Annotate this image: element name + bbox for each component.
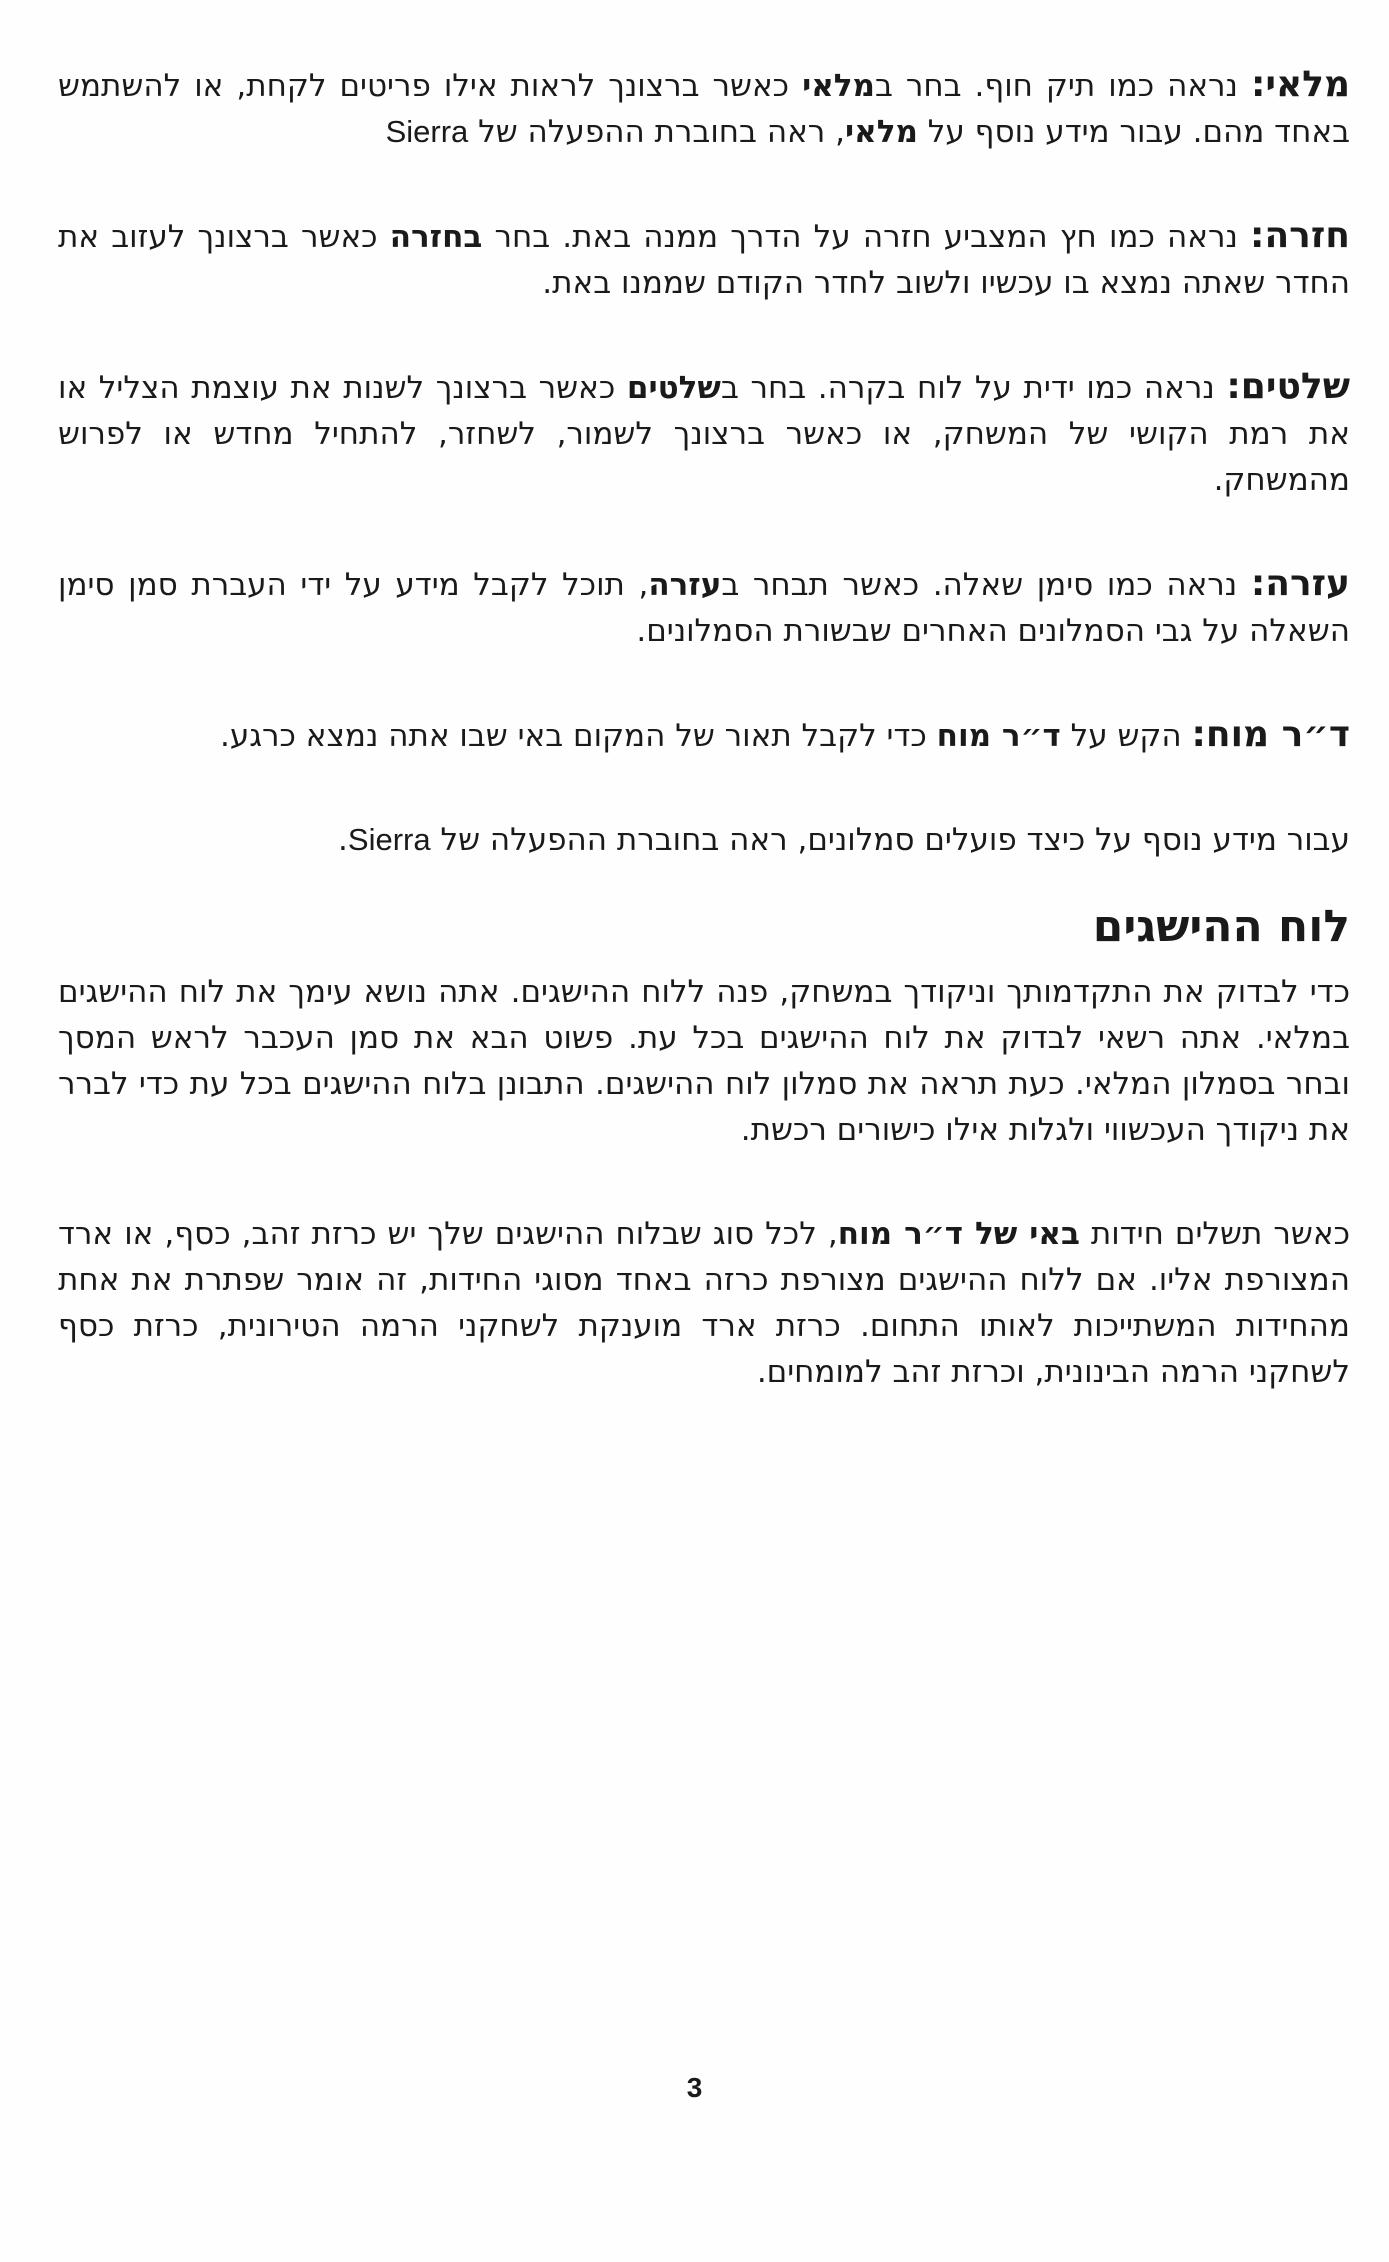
back-text-1: נראה כמו חץ המצביע חזרה על הדרך ממנה באת. בחר <box>482 219 1251 255</box>
controls-term: שלטים: <box>1226 366 1350 407</box>
achievements-paragraph-1: כדי לבדוק את התקדמותך וניקודך במשחק, פנה ללוח ההישגים. אתה נושא עימך את לוח ההישגים במלאי. אתה רשאי לבדוק את לוח ההישגים בכל עת. פשוט הבא את סמן העכבר לראש המסך ובחר בסמלון המלאי. כעת תראה את סמלון לוח ההישגים. התבונן בלוח ההישגים בכל עת כדי לברר את ניקודך העכשווי ולגלות אילו כישורים רכשת. <box>58 974 1350 1148</box>
help-entry <box>58 561 1350 654</box>
inventory-bold-2: מלאי <box>845 114 918 150</box>
controls-text-1: נראה כמו ידית על לוח בקרה. בחר ב <box>720 370 1227 406</box>
controls-bold-1: שלטים <box>626 370 721 406</box>
page-number: 3 <box>686 2072 703 2103</box>
back-term: חזרה: <box>1250 215 1350 256</box>
inventory-text-2: כאשר ברצונך לראות אילו פריטים לקחת, או להשתמש באחד מהם. עבור מידע נוסף על <box>58 68 1350 150</box>
controls-text-2: כאשר ברצונך לשנות את עוצמת הצליל או את רמת הקושי של המשחק, או כאשר ברצונך לשמור, לשחזר, להתחיל מחדש או לפרוש מהמשחק. <box>58 370 1350 498</box>
achievements-paragraph-2 <box>58 1211 1350 1395</box>
dr-death-bold-1: ד״ר מוח <box>936 718 1061 754</box>
back-text-2: כאשר ברצונך לעזוב את החדר שאתה נמצא בו עכשיו ולשוב לחדר הקודם שממנו באת. <box>58 219 1350 301</box>
inventory-text-3: , ראה בחוברת ההפעלה של <box>468 114 846 150</box>
dr-death-text-2: כדי לקבל תאור של המקום באי שבו אתה נמצא כרגע. <box>220 718 937 754</box>
achievements-p2-bold: באי של ד״ר מוח <box>837 1216 1080 1252</box>
help-text-1: נראה כמו סימן שאלה. כאשר תבחר ב <box>721 567 1251 603</box>
inventory-bold-1: מלאי <box>802 68 875 104</box>
achievements-p2-text-2: , לכל סוג שבלוח ההישגים שלך יש כרזת זהב, כסף, או ארד המצורפת אליו. אם ללוח ההישגים מצורפת כרזה באחד מסוגי החידות, זה אומר שפתרת את אחת מהחידות המשתייכות לאותו התחום. כרזת ארד מוענקת לשחקני הרמה הטירונית, כרזת כסף לשחקני הרמה הבינונית, וכרזת זהב למומחים. <box>58 1216 1350 1390</box>
inventory-text-1: נראה כמו תיק חוף. בחר ב <box>874 68 1251 104</box>
back-bold-1: בחזרה <box>389 219 483 255</box>
dr-death-entry <box>58 712 1350 759</box>
help-text-2: , תוכל לקבל מידע על ידי העברת סמן סימן השאלה על גבי הסמלונים האחרים שבשורת הסמלונים. <box>58 567 1350 649</box>
more-info-text: עבור מידע נוסף על כיצד פועלים סמלונים, ראה בחוברת ההפעלה של <box>430 822 1350 858</box>
more-info-sierra: Sierra <box>347 822 431 857</box>
back-entry <box>58 213 1350 306</box>
more-info-end: . <box>338 822 348 858</box>
help-term: עזרה: <box>1250 563 1351 604</box>
inventory-entry <box>58 62 1350 155</box>
more-info-paragraph <box>58 817 1350 863</box>
manual-page <box>58 62 1350 1453</box>
dr-death-term: ד״ר מוח: <box>1191 714 1350 755</box>
achievements-p2-text-1: כאשר תשלים חידות <box>1079 1216 1350 1252</box>
inventory-term: מלאי: <box>1250 64 1351 105</box>
controls-entry <box>58 364 1350 503</box>
dr-death-text-1: הקש על <box>1060 718 1192 754</box>
achievements-heading: לוח ההישגים <box>1092 901 1350 952</box>
help-bold-1: עזרה <box>648 567 722 603</box>
inventory-sierra: Sierra <box>385 114 469 149</box>
